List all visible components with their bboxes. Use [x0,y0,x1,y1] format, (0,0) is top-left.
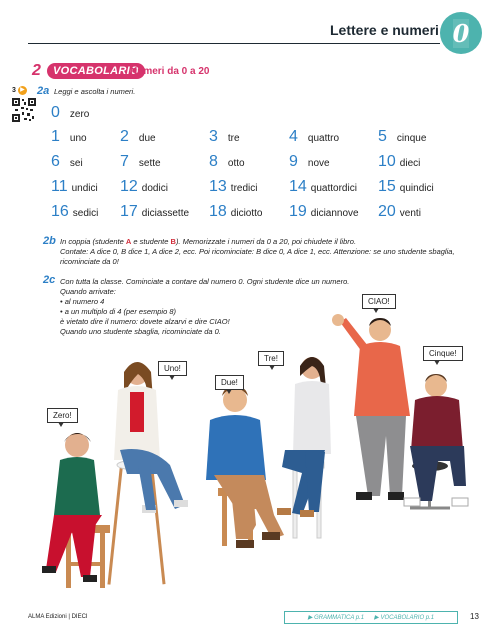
student-ciao [332,314,410,500]
student-due [206,386,284,548]
number-digit: 10 [378,153,396,170]
number-word: sette [138,158,161,169]
number-item [120,203,189,221]
number-digit: 4 [289,128,298,145]
vocabolario-tag: VOCABOLARIO [47,63,145,79]
number-digit: 2 [120,128,129,145]
speech-bubble-tre: Tre! [258,351,284,366]
number-word: tredici [230,183,258,194]
page-title: Lettere e numeri [330,22,439,38]
number-word: otto [227,158,245,169]
number-item [289,128,339,146]
number-word: diciotto [230,208,263,219]
number-digit: 7 [120,153,129,170]
vocabolario-link[interactable]: ▶ VOCABOLARIO p.1 [374,615,435,621]
number-digit: 3 [209,128,218,145]
number-item [51,128,87,146]
publisher-footer: ALMA Edizioni | DIECI [28,614,88,620]
number-word: sedici [72,208,99,219]
number-digit: 15 [378,178,396,195]
exercise-2a-label: 2a [37,85,50,97]
number-digit: 17 [120,203,138,220]
number-item [51,104,89,122]
number-item [209,178,257,196]
number-item [120,128,156,146]
number-word: uno [69,133,87,144]
number-item [378,178,434,196]
number-digit: 20 [378,203,396,220]
qr-code-icon[interactable] [12,98,36,122]
number-word: undici [71,183,98,194]
number-word: dieci [399,158,421,169]
number-word: sei [69,158,83,169]
number-word: zero [69,109,90,120]
number-item [289,203,359,221]
exercise-2c-line: Quando arrivate: [60,287,116,296]
exercise-2b-line3: ricominciate da 0! [60,257,119,266]
number-digit: 5 [378,128,387,145]
number-item [51,178,98,196]
number-item [378,153,420,171]
number-digit: 6 [51,153,60,170]
grammatica-link[interactable]: ▶ GRAMMATICA p.1 [307,615,365,621]
exercise-2b-line1: In coppia (studente A e studente B). Memorizzate i numeri da 0 a 20, poi chiudete il libro. [60,237,357,246]
speech-bubble-cinque: Cinque! [423,346,463,361]
number-word: cinque [396,133,427,144]
number-word: quindici [399,183,434,194]
exercise-2c-line: • al numero 4 [60,297,105,306]
speech-bubble-due: Due! [215,375,244,390]
number-digit: 0 [51,104,60,121]
number-item [378,203,421,221]
number-item [51,203,98,221]
lesson-number: 0 [452,18,470,48]
exercise-2c-label: 2c [43,274,56,286]
speech-bubble-zero: Zero! [47,408,78,423]
number-digit: 16 [51,203,69,220]
section-subtitle: Numeri da 0 a 20 [130,66,210,77]
reference-links [284,611,458,624]
number-item [51,153,83,171]
number-word: due [138,133,156,144]
number-item [289,153,330,171]
audio-track[interactable] [12,86,27,95]
students-illustration [0,300,500,600]
number-word: quattro [307,133,340,144]
student-cinque [404,374,468,508]
number-word: dodici [141,183,168,194]
number-digit: 14 [289,178,307,195]
number-word: quattordici [310,183,357,194]
number-word: venti [399,208,421,219]
number-digit: 18 [209,203,227,220]
speech-bubble-uno: Uno! [158,361,187,376]
header-rule [28,43,440,44]
exercise-2c-line: è vietato dire il numero: dovete alzarvi e dire CIAO! [60,317,230,326]
number-digit: 19 [289,203,307,220]
audio-icon: ▶ [18,86,27,95]
number-digit: 11 [51,178,68,195]
number-digit: 12 [120,178,138,195]
track-number: 3 [12,87,16,94]
exercise-2c-line: Quando uno studente sbaglia, ricominciate da 0. [60,327,221,336]
student-zero [42,433,110,588]
number-word: diciannove [310,208,359,219]
number-word: diciassette [141,208,190,219]
number-item [209,153,245,171]
exercise-2b-line2: Contate: A dice 0, B dice 1, A dice 2, ecc. Poi ricominciate: B dice 0, A dice 1, ecc. Attenzione: se uno studente sbaglia, [60,247,455,256]
exercise-2c-line: Con tutta la classe. Cominciate a contare dal numero 0. Ogni studente dice un numero. [60,277,350,286]
exercise-2b-text [60,237,480,267]
number-item [209,203,262,221]
number-digit: 8 [209,153,218,170]
number-item [289,178,357,196]
number-item [120,153,161,171]
number-digit: 1 [51,128,60,145]
student-uno [107,362,188,585]
number-digit: 13 [209,178,227,195]
speech-bubble-ciao: CIAO! [362,294,396,309]
page-number: 13 [470,612,479,621]
exercise-2c-line: • a un multiplo di 4 (per esempio 8) [60,307,177,316]
student-tre [277,357,331,538]
exercise-2a-instruction: Leggi e ascolta i numeri. [54,87,136,96]
section-number: 2 [32,62,41,79]
number-word: tre [227,133,240,144]
exercise-2b-label: 2b [43,235,56,247]
number-item [378,128,426,146]
lesson-badge [440,12,482,54]
number-item [120,178,168,196]
number-digit: 9 [289,153,298,170]
number-item [209,128,240,146]
number-word: nove [307,158,330,169]
